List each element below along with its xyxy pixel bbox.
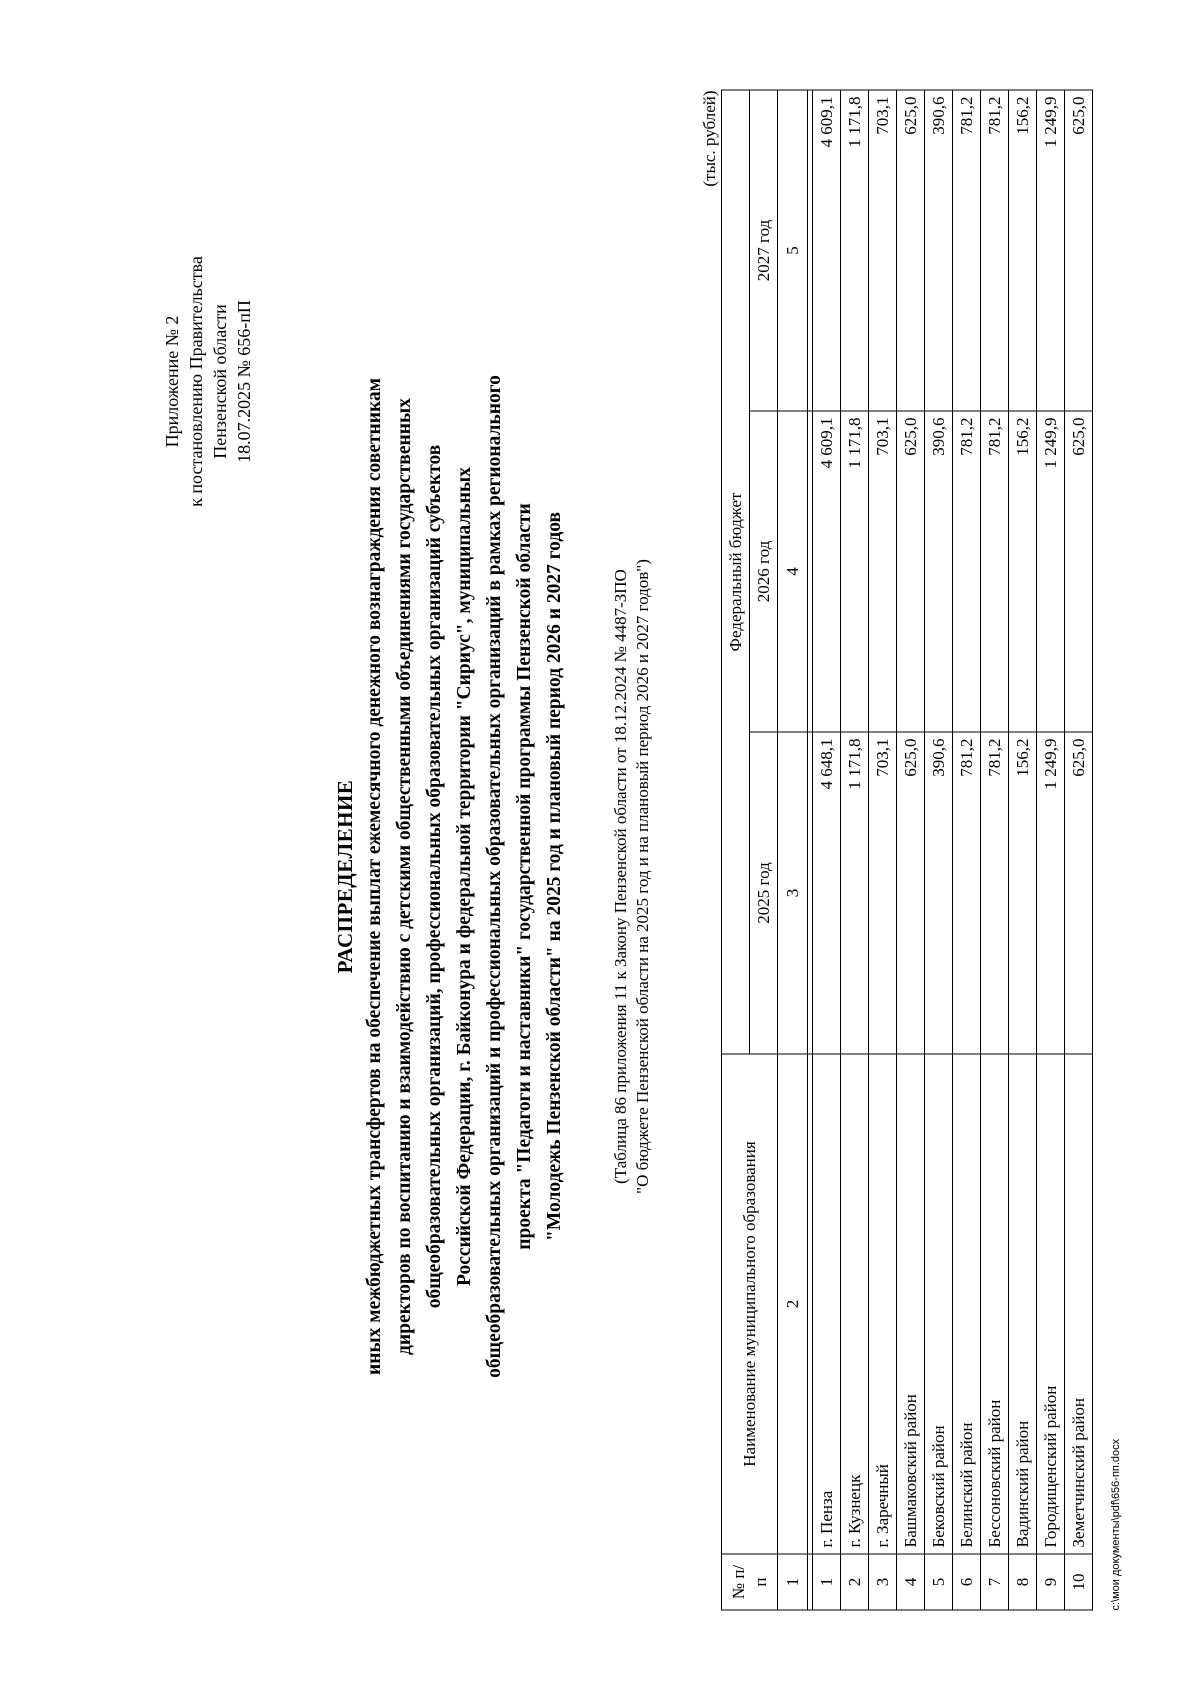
column-number: 4 (778, 411, 808, 732)
source-note (610, 177, 654, 1577)
file-path-footer: c:\мои документы\pdf\656-пп.docx (1110, 1438, 1122, 1611)
title-line: проекта "Педагоги и наставники" государственной программы Пензенской области (514, 503, 535, 1250)
value-2026: 156,2 (1009, 411, 1037, 732)
table-row (1065, 90, 1093, 1610)
municipality-name: г. Кузнецк (841, 1054, 869, 1554)
appendix-line: Приложение № 2 (162, 315, 182, 448)
value-2027: 1 171,8 (841, 90, 869, 411)
header-federal-budget: Федеральный бюджет (722, 90, 750, 1054)
value-2025: 1 249,9 (1037, 732, 1065, 1054)
value-2027: 4 609,1 (813, 90, 841, 411)
title-line: Российской Федерации, г. Байконура и федеральной территории "Сириус", муниципальных (454, 467, 475, 1286)
value-2026: 625,0 (1065, 411, 1093, 732)
table-row (897, 90, 925, 1610)
value-2027: 703,1 (869, 90, 897, 411)
note-line: (Таблица 86 приложения 11 к Закону Пензенской области от 18.12.2024 № 4487-ЗПО (611, 569, 630, 1184)
row-number: 1 (813, 1554, 841, 1610)
row-number: 2 (841, 1554, 869, 1610)
header-number: № п/п (722, 1554, 778, 1610)
value-2027: 781,2 (953, 90, 981, 411)
municipality-name: Городищенский район (1037, 1054, 1065, 1554)
value-2025: 390,6 (925, 732, 953, 1054)
value-2026: 781,2 (981, 411, 1009, 732)
title-line: общеобразовательных организаций, профессиональных образовательных организаций субъектов (424, 444, 445, 1309)
value-2027: 625,0 (1065, 90, 1093, 411)
row-number: 7 (981, 1554, 1009, 1610)
appendix-line: Пензенской области (210, 304, 230, 459)
column-number: 1 (778, 1554, 808, 1610)
table-row (841, 90, 869, 1610)
title-line: директоров по воспитанию и взаимодействию с детскими общественными объединениями государственных (394, 398, 415, 1355)
table-row (1009, 90, 1037, 1610)
municipality-name: Бессоновский район (981, 1054, 1009, 1554)
header-year-2025: 2025 год (750, 732, 778, 1054)
value-2026: 4 609,1 (813, 411, 841, 732)
value-2025: 156,2 (1009, 732, 1037, 1054)
value-2027: 390,6 (925, 90, 953, 411)
row-number: 3 (869, 1554, 897, 1610)
value-2027: 781,2 (981, 90, 1009, 411)
note-line: "О бюджете Пензенской области на 2025 год и на плановый период 2026 и 2027 годов") (633, 559, 652, 1194)
header-year-2026: 2026 год (750, 411, 778, 732)
appendix-block (160, 242, 256, 522)
header-name: Наименование муниципального образования (722, 1054, 778, 1554)
value-2026: 781,2 (953, 411, 981, 732)
value-2026: 625,0 (897, 411, 925, 732)
municipality-name: Вадинский район (1009, 1054, 1037, 1554)
table-row (1037, 90, 1065, 1610)
distribution-table (721, 90, 1093, 1611)
table-row (981, 90, 1009, 1610)
row-number: 5 (925, 1554, 953, 1610)
title-line: "Молодежь Пензенской области" на 2025 год и плановый период 2026 и 2027 годов (544, 512, 565, 1242)
appendix-line: к постановлению Правительства (186, 256, 206, 507)
value-2026: 703,1 (869, 411, 897, 732)
row-number: 6 (953, 1554, 981, 1610)
table-row (869, 90, 897, 1610)
document-title (330, 177, 570, 1577)
value-2025: 1 171,8 (841, 732, 869, 1054)
row-number: 9 (1037, 1554, 1065, 1610)
column-number: 5 (778, 90, 808, 411)
value-2025: 4 648,1 (813, 732, 841, 1054)
title-line: иных межбюджетных трансфертов на обеспечение выплат ежемесячного денежного вознаграждения советникам (364, 377, 385, 1376)
row-number: 10 (1065, 1554, 1093, 1610)
value-2025: 781,2 (981, 732, 1009, 1054)
title-heading: РАСПРЕДЕЛЕНИЕ (333, 779, 357, 974)
table-row (813, 90, 841, 1610)
value-2025: 625,0 (1065, 732, 1093, 1054)
value-2026: 390,6 (925, 411, 953, 732)
column-number-row (778, 90, 808, 1610)
appendix-line: 18.07.2025 № 656-пП (234, 300, 254, 463)
value-2026: 1 249,9 (1037, 411, 1065, 732)
table-row (953, 90, 981, 1610)
municipality-name: Белинский район (953, 1054, 981, 1554)
municipality-name: Земетчинский район (1065, 1054, 1093, 1554)
municipality-name: г. Заречный (869, 1054, 897, 1554)
title-line: общеобразовательных организаций и профессиональных образовательных организаций в рамках регионального (484, 375, 505, 1378)
value-2027: 156,2 (1009, 90, 1037, 411)
table-row (925, 90, 953, 1610)
municipality-name: Башмаковский район (897, 1054, 925, 1554)
units-label: (тыс. рублей) (700, 90, 719, 187)
header-year-2027: 2027 год (750, 90, 778, 411)
value-2025: 703,1 (869, 732, 897, 1054)
row-number: 8 (1009, 1554, 1037, 1610)
value-2025: 625,0 (897, 732, 925, 1054)
value-2026: 1 171,8 (841, 411, 869, 732)
municipality-name: Бековский район (925, 1054, 953, 1554)
column-number: 3 (778, 732, 808, 1054)
row-number: 4 (897, 1554, 925, 1610)
column-number: 2 (778, 1054, 808, 1554)
value-2025: 781,2 (953, 732, 981, 1054)
value-2027: 1 249,9 (1037, 90, 1065, 411)
value-2027: 625,0 (897, 90, 925, 411)
municipality-name: г. Пенза (813, 1054, 841, 1554)
